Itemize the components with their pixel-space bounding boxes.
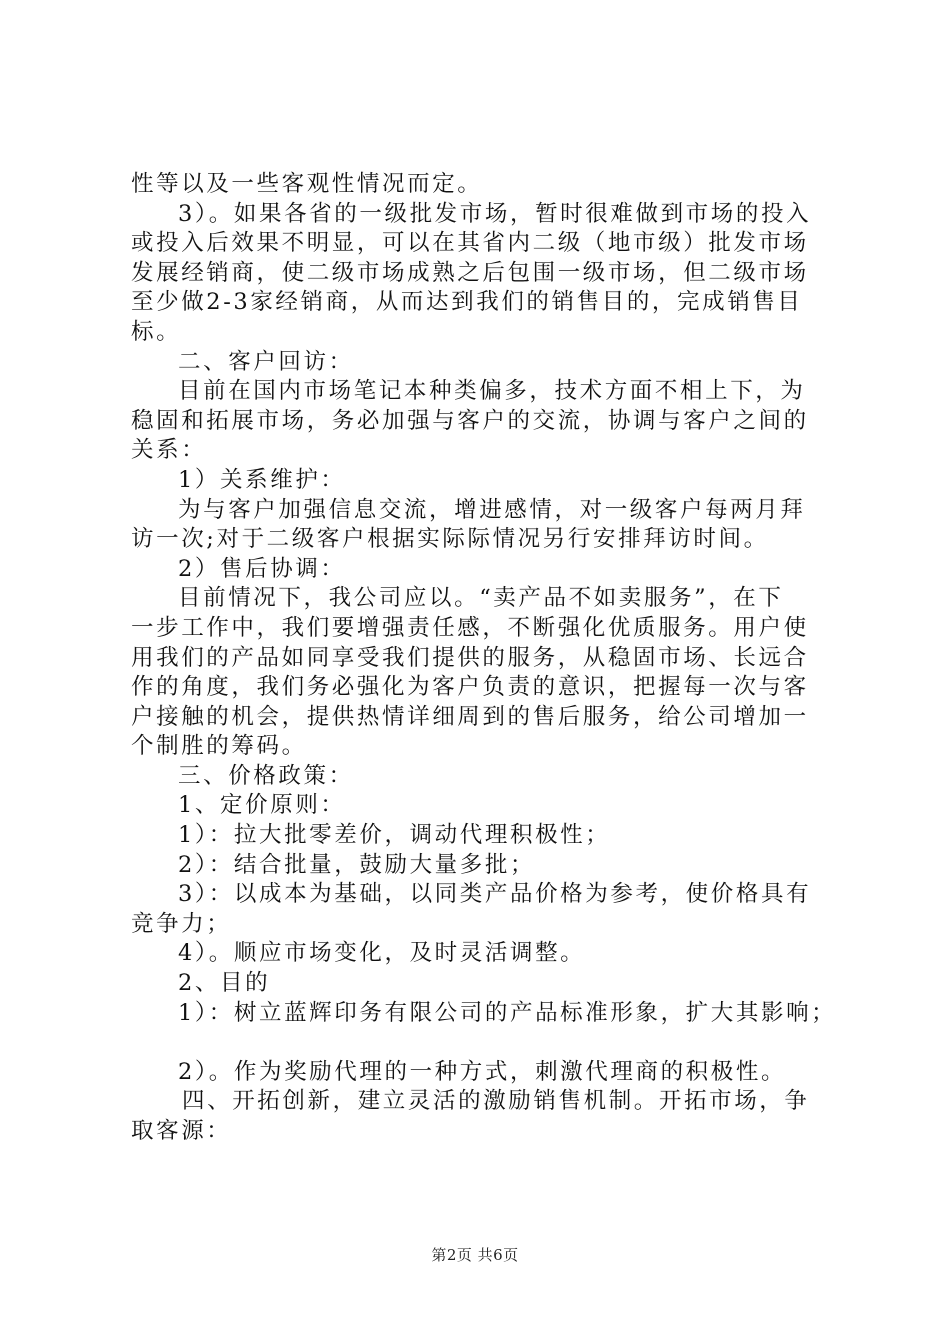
list-item: 3）：以成本为基础，以同类产品价格为参考，使价格具有 (178, 881, 812, 908)
paragraph-line: 目前情况下，我公司应以。“卖产品不如卖服务”，在下 (178, 585, 784, 612)
paragraph-line: 用我们的产品如同享受我们提供的服务，从稳固市场、长远合 (131, 644, 809, 671)
paragraph-line: 个制胜的筹码。 (131, 733, 307, 760)
list-item: 2）。作为奖励代理的一种方式，刺激代理商的积极性。 (178, 1058, 787, 1085)
subsection-heading: 1）关系维护： (178, 466, 346, 493)
subsection-heading: 1、定价原则： (178, 792, 346, 819)
section-heading: 四、开拓创新，建立灵活的激励销售机制。开拓市场，争 (182, 1088, 810, 1115)
paragraph-line: 访一次;对于二级客户根据实际际情况另行安排拜访时间。 (131, 526, 769, 553)
paragraph-line: 户接触的机会，提供热情详细周到的售后服务，给公司增加一 (131, 703, 809, 730)
paragraph-line: 标。 (131, 318, 182, 345)
paragraph-line: 竞争力； (131, 910, 232, 937)
paragraph-line: 发展经销商，使二级市场成熟之后包围一级市场，但二级市场 (131, 259, 809, 286)
list-item: 1）：树立蓝辉印务有限公司的产品标准形象，扩大其影响； (178, 999, 837, 1026)
list-item: 4）。顺应市场变化，及时灵活调整。 (178, 940, 586, 967)
paragraph-line: 3）。如果各省的一级批发市场，暂时很难做到市场的投入 (178, 200, 812, 227)
document-body (131, 170, 837, 1147)
paragraph-line: 或投入后效果不明显，可以在其省内二级（地市级）批发市场 (131, 230, 809, 257)
section-heading: 三、价格政策： (178, 762, 354, 789)
paragraph-line: 稳固和拓展市场，务必加强与客户的交流，协调与客户之间的 (131, 407, 809, 434)
page-number-footer: 第2页 共6页 (431, 1246, 519, 1264)
subsection-heading: 2）售后协调： (178, 555, 346, 582)
paragraph-line: 取客源： (131, 1118, 232, 1144)
list-item: 1）：拉大批零差价，调动代理积极性； (178, 822, 611, 849)
paragraph-line: 一步工作中，我们要增强责任感，不断强化优质服务。用户使 (131, 614, 809, 641)
list-item: 2）：结合批量，鼓励大量多批； (178, 851, 536, 878)
section-heading: 二、客户回访： (178, 348, 354, 375)
blank-line (131, 1028, 831, 1058)
paragraph-line: 至少做2-3家经销商，从而达到我们的销售目的，完成销售目 (131, 289, 803, 316)
paragraph-line: 为与客户加强信息交流，增进感情，对一级客户每两月拜 (178, 496, 806, 523)
paragraph-line: 性等以及一些客观性情况而定。 (131, 171, 483, 197)
paragraph-line: 目前在国内市场笔记本种类偏多，技术方面不相上下，为 (178, 378, 806, 405)
subsection-heading: 2、目的 (178, 970, 271, 997)
paragraph-line: 作的角度，我们务必强化为客户负责的意识，把握每一次与客 (131, 674, 809, 701)
paragraph-line: 关系： (131, 437, 207, 464)
